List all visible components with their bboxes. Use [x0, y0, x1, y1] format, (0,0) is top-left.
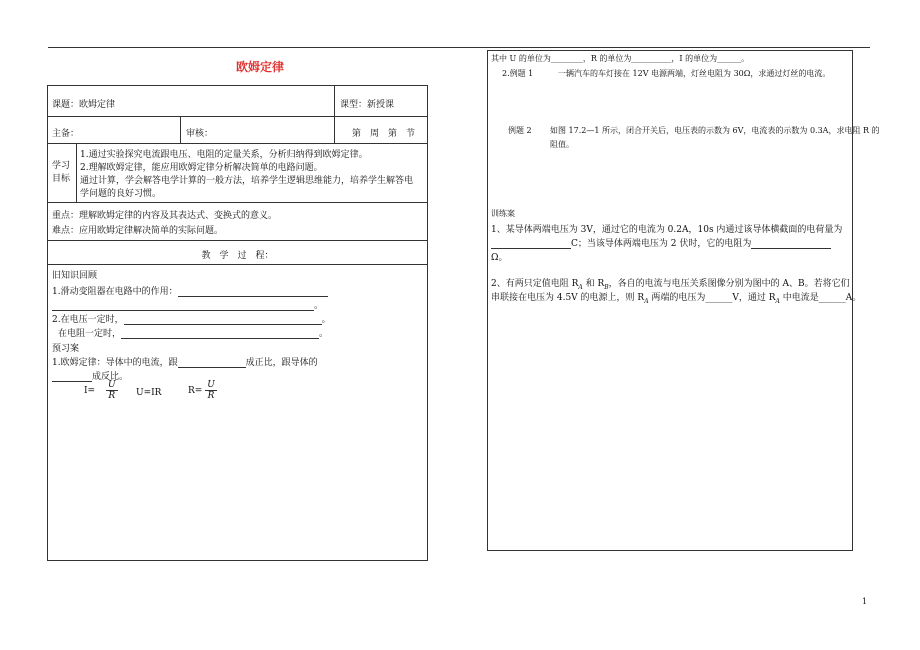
answer-blank — [491, 248, 571, 249]
review-q1-line2: 。 — [52, 298, 323, 311]
formula-r: R= $\frac{U}{R}$ — [188, 380, 215, 401]
period-cell: 第 周 第 节 — [352, 129, 416, 139]
topic-row — [48, 86, 427, 117]
goal-line-1: 1.通过实验探究电流跟电压、电阻的定量关系，分析归纳得到欧姆定律。 — [80, 150, 368, 160]
review-heading: 旧知识回顾 — [52, 271, 98, 281]
ohm-law-line2: 成反比。 — [52, 369, 128, 382]
goals-label-2: 目标 — [52, 174, 71, 184]
answer-blank — [178, 367, 246, 368]
formula-i: I= $\frac{U}{R}$ — [84, 380, 116, 401]
type-cell: 课型：新授课 — [340, 100, 395, 110]
example2-text: 如图 17.2—1 所示，闭合开关后，电压表的示数为 6V，电流表的示数为 0.3A，求电阻 R 的 — [550, 126, 880, 135]
formula-u: U=IR — [136, 388, 162, 398]
training-q2-line1: 2、有两只定值电阻 $R_A$ 和 $R_B$，各自的电流与电压关系图像分别为图中的 A、B。若将它们 — [491, 279, 850, 291]
answer-blank — [121, 338, 319, 339]
focus-row — [48, 203, 427, 241]
difficult-point: 难点：应用欧姆定律解决简单的实际问题。 — [52, 226, 224, 236]
example1-label: 2.例题 1 — [502, 69, 534, 78]
answer-blank — [124, 324, 322, 325]
training-heading: 训练案 — [491, 209, 515, 218]
reviewer-cell: 审核： — [186, 129, 214, 139]
process-row — [48, 241, 427, 265]
exercise-box — [487, 50, 880, 551]
goal-line-3: 通过计算，学会解答电学计算的一般方法，培养学生逻辑思维能力，培养学生解答电 — [80, 176, 414, 186]
training-q1-line1: 1、某导体两端电压为 3V，通过它的电流为 0.2A，10s 内通过该导体横截面的电荷量为 — [491, 225, 843, 235]
goals-row — [48, 144, 427, 203]
review-q1 — [52, 284, 328, 297]
example2-label: 例题 2 — [508, 126, 532, 135]
page-title: 欧姆定律 — [235, 60, 284, 74]
goal-line-4: 学问题的良好习惯。 — [80, 189, 162, 199]
page-number: 1 — [862, 597, 868, 606]
training-q1-line2: C；当该导体两端电压为 2 伏时，它的电阻为 — [491, 236, 831, 249]
author-row — [48, 117, 427, 144]
key-point: 重点：理解欧姆定律的内容及其表达式、变换式的意义。 — [52, 211, 278, 221]
answer-blank — [52, 310, 314, 311]
ohm-law-line1: 1.欧姆定律：导体中的电流，跟 成正比，跟导体的 — [52, 358, 318, 368]
units-line: 其中 U 的单位为________，R 的单位为__________，I 的单位为______。 — [491, 54, 750, 63]
review-q2b-text: 在电阻一定时， — [58, 329, 122, 339]
review-q1-text: 1.滑动变阻器在电路中的作用： — [52, 287, 178, 297]
review-q2a: 2.在电压一定时， 。 — [52, 315, 331, 325]
training-q1-line3: Ω。 — [491, 253, 508, 263]
answer-blank — [751, 248, 831, 249]
goal-line-2: 2.理解欧姆定律，能应用欧姆定律分析解决简单的电路问题。 — [80, 163, 323, 173]
review-q2a-text: 2.在电压一定时， — [52, 315, 124, 325]
top-rule — [48, 47, 870, 48]
review-q2b: 在电阻一定时， 。 — [58, 329, 329, 339]
answer-blank — [178, 296, 328, 297]
process-title: 教 学 过 程： — [201, 251, 274, 261]
training-q2-line2: 串联接在电压为 4.5V 的电源上，则 $R_A$ 两端的电压为______V，通过 $R_A$ 中电流是______A。 — [491, 293, 862, 305]
preview-heading: 预习案 — [52, 344, 80, 354]
example2-text-2: 阻值。 — [550, 140, 574, 149]
example1-text: 一辆汽车的车灯接在 12V 电源两端，灯丝电阻为 30Ω，求通过灯丝的电流。 — [558, 69, 831, 78]
lesson-plan-table — [47, 85, 428, 561]
author-cell: 主备： — [52, 129, 80, 139]
goals-label-1: 学习 — [52, 161, 71, 171]
topic-cell: 课题：欧姆定律 — [52, 100, 116, 110]
